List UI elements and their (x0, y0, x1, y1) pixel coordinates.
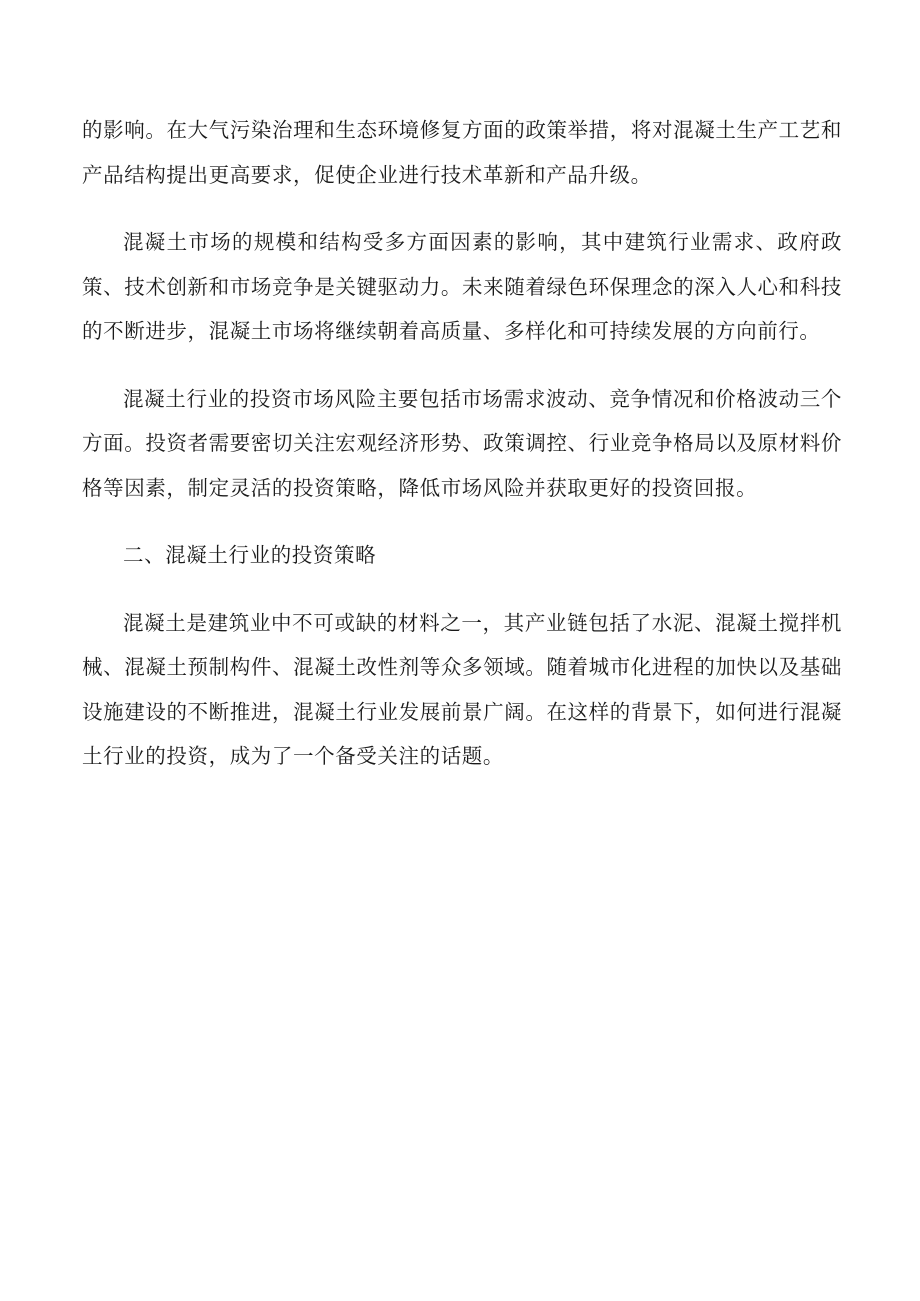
document-body (82, 108, 842, 779)
paragraph-investment-risk: 混凝土行业的投资市场风险主要包括市场需求波动、竞争情况和价格波动三个方面。投资者需要密切关注宏观经济形势、政策调控、行业竞争格局以及原材料价格等因素，制定灵活的投资策略，降低市场风险并获取更好的投资回报。 (82, 386, 842, 500)
paragraph-continued: 的影响。在大气污染治理和生态环境修复方面的政策举措，将对混凝土生产工艺和产品结构提出更高要求，促使企业进行技术革新和产品升级。 (82, 118, 842, 187)
paragraph-gap (82, 197, 842, 220)
paragraph-investment-strategy: 混凝土是建筑业中不可或缺的材料之一，其产业链包括了水泥、混凝土搅拌机械、混凝土预制构件、混凝土改性剂等众多领域。随着城市化进程的加快以及基础设施建设的不断推进，混凝土行业发展前景广阔。在这样的背景下，如何进行混凝土行业的投资，成为了一个备受关注的话题。 (82, 610, 842, 768)
paragraph-gap (82, 354, 842, 377)
section-heading: 二、混凝土行业的投资策略 (123, 543, 377, 567)
paragraph-gap (82, 578, 842, 601)
paragraph-market-structure: 混凝土市场的规模和结构受多方面因素的影响，其中建筑行业需求、政府政策、技术创新和市场竞争是关键驱动力。未来随着绿色环保理念的深入人心和科技的不断进步，混凝土市场将继续朝着高质量、多样化和可持续发展的方向前行。 (82, 230, 842, 343)
paragraph-gap (82, 510, 842, 533)
